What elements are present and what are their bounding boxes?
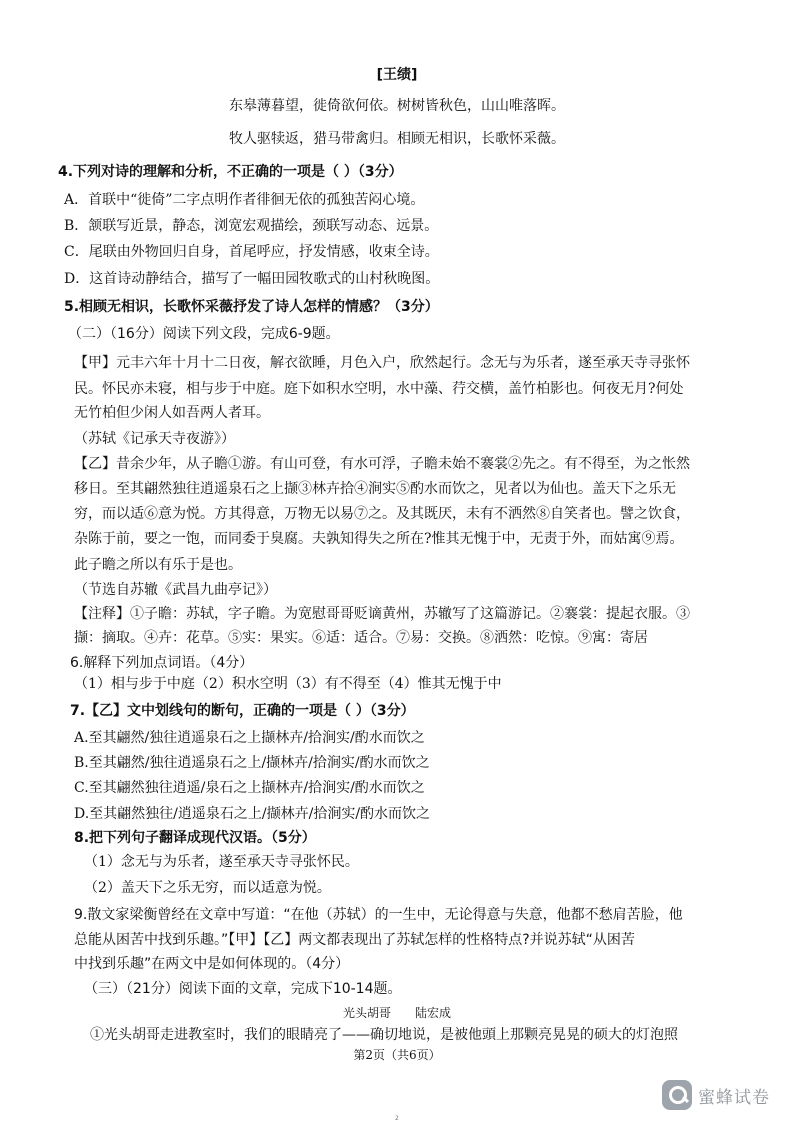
poem-line-2: 牧人驱犊返，猎马带禽归。相顾无相识，长歌怀采薇。 xyxy=(229,131,565,147)
section-3-heading: （三）（21分）阅读下面的文章，完成下10-14题。 xyxy=(84,981,402,997)
question-8-sentence-1: （1）念无与为乐者，遂至承天寺寻张怀民。 xyxy=(84,854,359,870)
question-9-line-3: 中找到乐趣”在两文中是如何体现的。（4分） xyxy=(74,956,350,972)
page-number: 第2页（共6页） xyxy=(353,1048,441,1062)
section-2-heading: （二）（16分）阅读下列文段，完成6-9题。 xyxy=(68,326,340,342)
question-5: 5.相顾无相识，长歌怀采薇抒发了诗人怎样的情感？（3分） xyxy=(64,299,439,315)
passage-yi-line-2: 移日。至其翩然独往逍遥泉石之上撷③林卉拾④涧实⑤酌水而饮之，见者以为仙也。盖天下之乐无 xyxy=(74,481,676,497)
poem-line-1: 东皋薄暮望，徙倚欲何依。树树皆秋色，山山唯落晖。 xyxy=(229,98,565,114)
question-8-stem: 8.把下列句子翻译成现代汉语。（5分） xyxy=(74,830,316,846)
question-7-option-a: A.至其翩然/独往逍遥泉石之上撷林卉/拾涧实/酌水而饮之 xyxy=(74,730,425,746)
question-6-stem: 6.解释下列加点词语。（4分） xyxy=(70,655,254,671)
question-4-option-a: A．首联中“徙倚”二字点明作者徘徊无依的孤独苦闷心境。 xyxy=(64,192,425,208)
question-4-option-b: B．颔联写近景，静态，浏宽宏观描绘，颈联写动态、远景。 xyxy=(64,218,439,234)
question-9-line-2: 总能从困苦中找到乐趣。”【甲】【乙】两文都表现出了苏轼怎样的性格特点?并说苏轼“从困苦 xyxy=(74,932,635,948)
question-7-option-c: C.至其翩然独往逍遥/泉石之上撷林卉/拾涧实/酌水而饮之 xyxy=(74,780,425,796)
passage-yi-line-3: 穷，而以适⑥意为悦。方其得意，万物无以易⑦之。及其既厌，未有不洒然⑧自笑者也。譬之饮食， xyxy=(74,506,690,522)
passage-yi-line-5: 此子瞻之所以有乐于是也。 xyxy=(74,557,242,573)
passage-jia-line-2: 民。怀民亦未寝，相与步于中庭。庭下如积水空明，水中藻、荇交横，盖竹柏影也。何夜无月?何处 xyxy=(74,381,684,397)
article-title: 光头胡哥 陆宏成 xyxy=(342,1006,451,1020)
passage-jia-source: （苏轼《记承天寺夜游》） xyxy=(74,431,235,447)
magnifier-logo-icon xyxy=(662,1080,692,1110)
annotation-line-2: 撷：摘取。④卉：花草。⑤实：果实。⑥适：适合。⑦易：交换。⑧洒然：吃惊。⑨寓：寄居 xyxy=(74,630,648,646)
question-7-option-d: D.至其翩然独往/逍遥泉石之上/撷林卉/拾涧实/酌水而饮之 xyxy=(74,806,431,822)
question-8-sentence-2: （2）盖天下之乐无穷，而以适意为悦。 xyxy=(84,880,331,896)
passage-yi-source: （节选自苏辙《武昌九曲亭记》） xyxy=(74,582,277,598)
watermark xyxy=(662,1080,770,1110)
article-paragraph-1: ①光头胡哥走进教室时，我们的眼睛亮了——确切地说，是被他頭上那颗亮晃晃的硕大的灯泡照 xyxy=(90,1027,678,1043)
question-7-stem: 7.【乙】文中划线句的断句，正确的一项是（ ）（3分） xyxy=(70,703,415,719)
question-9-line-1: 9.散文家梁衡曾经在文章中写道：“在他（苏轼）的一生中，无论得意与失意，他都不愁肩苦脸，他 xyxy=(74,907,683,923)
annotation-line-1: 【注释】①子瞻：苏轼，字子瞻。为宽慰哥哥贬谪黄州，苏辙写了这篇游记。②褰裳：提起衣服。③ xyxy=(74,606,690,622)
passage-jia-line-1: 【甲】元丰六年十月十二日夜，解衣欲睡，月色入户，欣然起行。念无与为乐者，遂至承天寺寻张怀 xyxy=(74,355,690,371)
passage-yi-line-1: 【乙】昔余少年，从子瞻①游。有山可登，有水可浮，子瞻未始不褰裳②先之。有不得至，为之怅然 xyxy=(74,456,690,472)
question-7-option-b: B.至其翩然/独往逍遥泉石之上/撷林卉/拾涧实/酌水而饮之 xyxy=(74,755,430,771)
question-4-option-c: C．尾联由外物回归自身，首尾呼应，抒发情感，收束全诗。 xyxy=(64,244,439,260)
scan-page-mark: 2 xyxy=(395,1115,399,1122)
poem-author: [王绩] xyxy=(376,67,418,83)
question-4-stem: 4.下列对诗的理解和分析，不正确的一项是（ ）（3分） xyxy=(58,164,403,180)
passage-yi-line-4: 杂陈于前，要之一饱，而同委于臭腐。夫孰知得失之所在?惟其无愧于中，无责于外，而姑寓⑨焉。 xyxy=(74,531,684,547)
question-4-option-d: D．这首诗动静结合，描写了一幅田园牧歌式的山村秋晚图。 xyxy=(64,271,440,287)
passage-jia-line-3: 无竹柏但少闲人如吾两人者耳。 xyxy=(74,405,270,421)
watermark-text: 蜜蜂试卷 xyxy=(698,1087,770,1108)
question-6-items: （1）相与步于中庭（2）积水空明（3）有不得至（4）惟其无愧于中 xyxy=(74,676,502,692)
